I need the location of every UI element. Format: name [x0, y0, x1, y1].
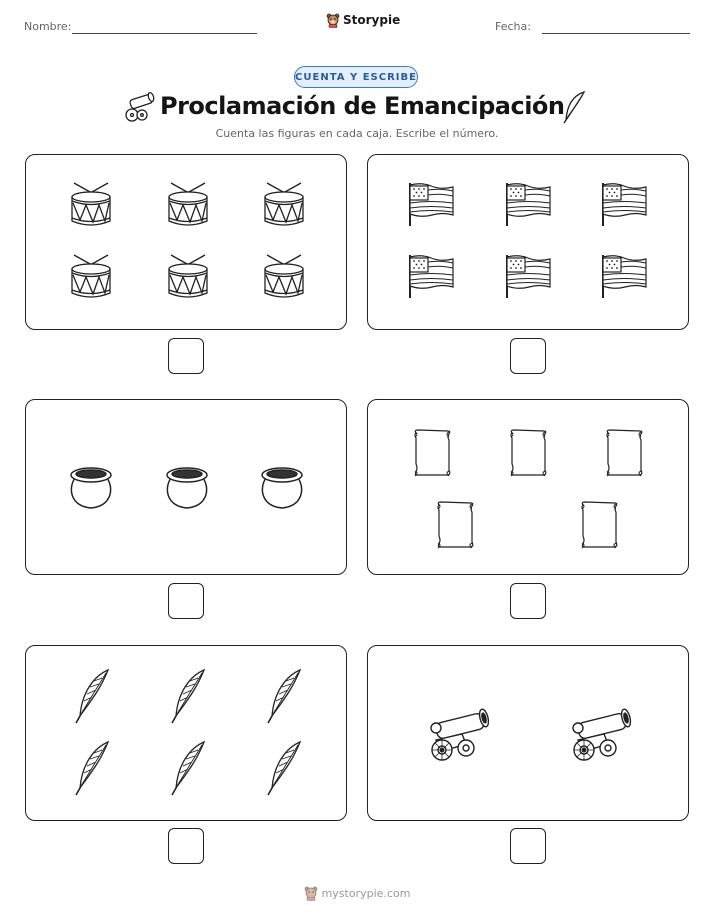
quill-icon — [268, 670, 300, 723]
brand-name: Storypie — [343, 13, 401, 27]
answer-box-quills[interactable] — [168, 828, 204, 864]
bear-mascot-icon — [326, 12, 340, 28]
pot-icon — [167, 468, 207, 508]
footer — [0, 885, 714, 901]
cannon-icon — [431, 708, 490, 760]
panel-illustrations — [368, 155, 690, 331]
answer-box-cannons[interactable] — [510, 828, 546, 864]
scroll-icon — [607, 430, 642, 476]
answer-box-flags[interactable] — [510, 338, 546, 374]
page-title: Proclamación de Emancipación — [160, 92, 565, 120]
footer-url[interactable]: mystorypie.com — [321, 886, 411, 900]
drum-icon — [265, 255, 303, 297]
bear-mascot-icon — [304, 885, 318, 901]
panel-illustrations — [26, 400, 348, 576]
counting-panel-quills — [25, 645, 347, 821]
counting-panel-scrolls — [367, 399, 689, 575]
instructions: Cuenta las figuras en cada caja. Escribe el número. — [215, 127, 499, 140]
date-label: Fecha: — [495, 20, 531, 33]
counting-panel-cannons — [367, 645, 689, 821]
panel-illustrations — [368, 400, 690, 576]
pot-icon — [262, 468, 302, 508]
drum-icon — [169, 183, 207, 225]
activity-badge: CUENTA Y ESCRIBE — [294, 66, 418, 88]
quill-icon — [172, 670, 204, 723]
flag-icon — [603, 255, 646, 298]
flag-icon — [603, 183, 646, 226]
cannon-icon — [573, 708, 632, 760]
flag-icon — [507, 183, 550, 226]
answer-box-pots[interactable] — [168, 583, 204, 619]
panel-illustrations — [26, 646, 348, 822]
counting-panel-pots — [25, 399, 347, 575]
pot-icon — [71, 468, 111, 508]
date-line[interactable] — [542, 33, 690, 34]
flag-icon — [410, 255, 453, 298]
drum-icon — [265, 183, 303, 225]
flag-icon — [507, 255, 550, 298]
quill-icon — [562, 90, 588, 124]
quill-icon — [76, 742, 108, 795]
counting-panel-drums — [25, 154, 347, 330]
scroll-icon — [415, 430, 450, 476]
scroll-icon — [511, 430, 546, 476]
brand-logo — [326, 12, 400, 28]
scroll-icon — [438, 502, 473, 548]
panel-illustrations — [368, 646, 690, 822]
drum-icon — [169, 255, 207, 297]
flag-icon — [410, 183, 453, 226]
name-label: Nombre: — [24, 20, 72, 33]
quill-icon — [172, 742, 204, 795]
counting-panel-flags — [367, 154, 689, 330]
answer-box-scrolls[interactable] — [510, 583, 546, 619]
panel-illustrations — [26, 155, 348, 331]
quill-icon — [76, 670, 108, 723]
name-line[interactable] — [72, 33, 257, 34]
scroll-icon — [582, 502, 617, 548]
drum-icon — [72, 183, 110, 225]
drum-icon — [72, 255, 110, 297]
cannon-icon — [122, 91, 156, 125]
quill-icon — [268, 742, 300, 795]
answer-box-drums[interactable] — [168, 338, 204, 374]
